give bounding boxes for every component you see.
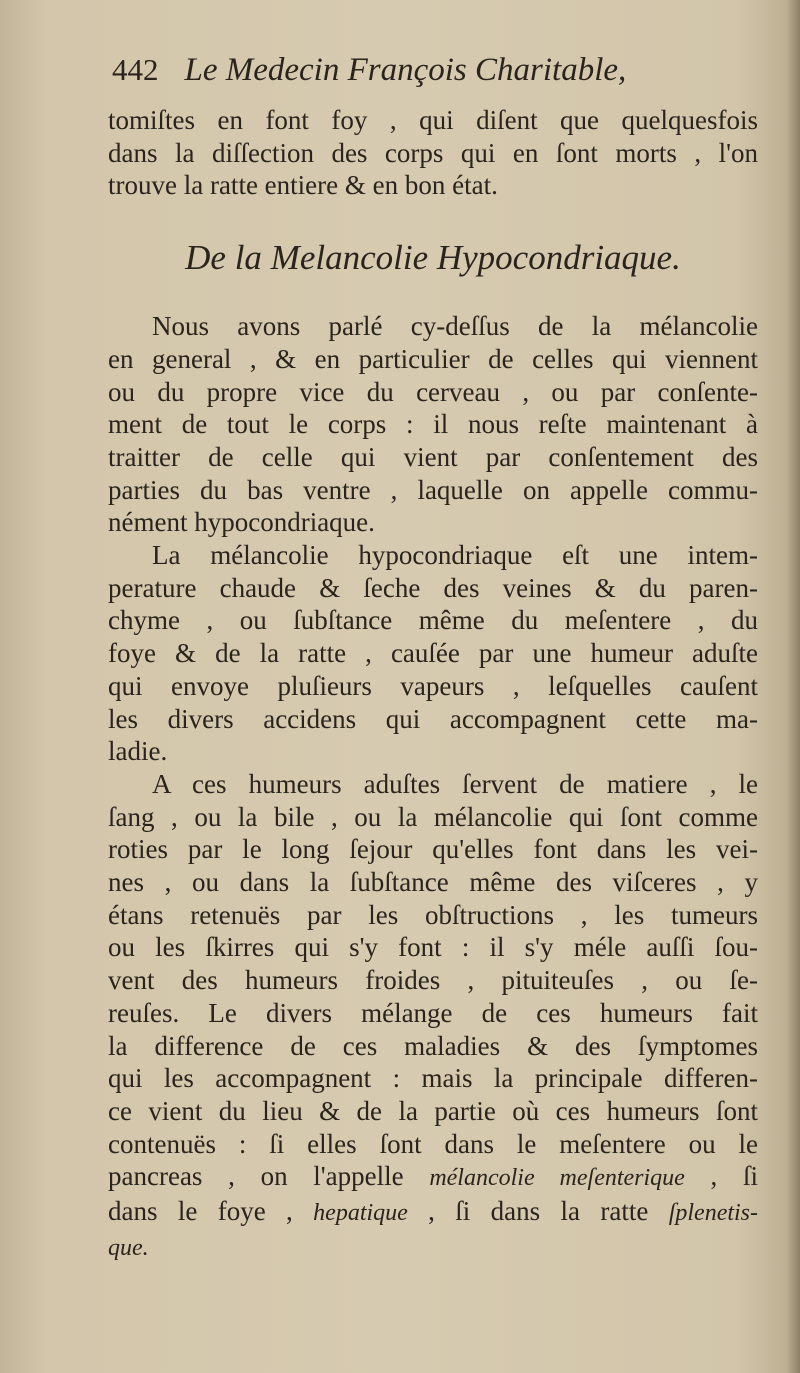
text-fragment: , ſi dans la ratte bbox=[407, 1196, 669, 1227]
text-line: dans la diſſection des corps qui en ſont morts , l'on bbox=[108, 137, 758, 168]
text-fragment: dans le foye , bbox=[108, 1196, 314, 1227]
text-line: ſang , ou la bile , ou la mélancolie qui ſont comme bbox=[108, 801, 758, 832]
text-line: traitter de celle qui vient par conſentement des bbox=[108, 441, 758, 472]
italic-term: ſplenetis- bbox=[668, 1200, 759, 1227]
text-line: qui envoye pluſieurs vapeurs , leſquelles cauſent bbox=[108, 670, 758, 701]
text-line: reuſes. Le divers mélange de ces humeurs fait bbox=[108, 997, 758, 1028]
section-title: De la Melancolie Hypocondriaque. bbox=[185, 238, 681, 278]
page-edge-shadow bbox=[786, 0, 800, 1373]
text-line: qui les accompagnent : mais la principale differen- bbox=[108, 1063, 758, 1094]
text-line: trouve la ratte entiere & en bon état. bbox=[108, 170, 498, 201]
text-line bbox=[108, 1230, 758, 1265]
text-line bbox=[108, 1160, 758, 1195]
text-fragment: , ſi bbox=[684, 1161, 758, 1192]
text-line: perature chaude & ſeche des veines & du paren- bbox=[108, 572, 758, 603]
running-title: Le Medecin François Charitable, bbox=[184, 52, 627, 88]
text-line: parties du bas ventre , laquelle on appelle commu- bbox=[108, 474, 758, 505]
text-line: vent des humeurs froides , pituiteuſes , ou ſe- bbox=[108, 965, 758, 996]
text-line bbox=[108, 1195, 758, 1230]
text-line: nes , ou dans la ſubſtance même des viſceres , y bbox=[108, 867, 758, 898]
text-line: ladie. bbox=[108, 736, 168, 767]
text-line: la difference de ces maladies & des ſymptomes bbox=[108, 1030, 758, 1061]
text-fragment: pancreas , on l'appelle bbox=[108, 1161, 430, 1192]
spacer bbox=[108, 202, 758, 238]
text-line: ou les ſkirres qui s'y font : il s'y méle auſſi ſou- bbox=[108, 932, 758, 963]
text-line: La mélancolie hypocondriaque eſt une intem- bbox=[152, 540, 758, 571]
text-line: A ces humeurs aduſtes ſervent de matiere , le bbox=[152, 768, 758, 799]
italic-term: mélancolie meſenterique bbox=[429, 1165, 685, 1192]
text-line: ce vient du lieu & de la partie où ces humeurs ſont bbox=[108, 1095, 758, 1126]
text-line: foye & de la ratte , cauſée par une humeur aduſte bbox=[108, 638, 758, 669]
text-line: contenuës : ſi elles ſont dans le meſentere ou le bbox=[108, 1128, 758, 1159]
running-header bbox=[112, 52, 626, 96]
body-text bbox=[108, 104, 758, 1265]
page-number: 442 bbox=[112, 52, 159, 87]
text-line: roties par le long ſejour qu'elles font dans les vei- bbox=[108, 834, 758, 865]
text-line: ou du propre vice du cerveau , ou par conſente- bbox=[108, 376, 758, 407]
text-line: ment de tout le corps : il nous reſte maintenant à bbox=[108, 409, 758, 440]
text-line: les divers accidens qui accompagnent cette ma- bbox=[108, 703, 758, 734]
italic-term: que. bbox=[108, 1234, 149, 1261]
text-line: tomiſtes en font foy , qui diſent que quelquesfois bbox=[108, 105, 758, 135]
italic-term: hepatique bbox=[313, 1200, 408, 1227]
text-line: étans retenuës par les obſtructions , les tumeurs bbox=[108, 899, 758, 930]
text-line: en general , & en particulier de celles qui viennent bbox=[108, 343, 758, 374]
text-line: nément hypocondriaque. bbox=[108, 507, 375, 538]
text-line: chyme , ou ſubſtance même du meſentere , du bbox=[108, 605, 758, 636]
text-line: Nous avons parlé cy-deſſus de la mélancolie bbox=[152, 311, 758, 342]
